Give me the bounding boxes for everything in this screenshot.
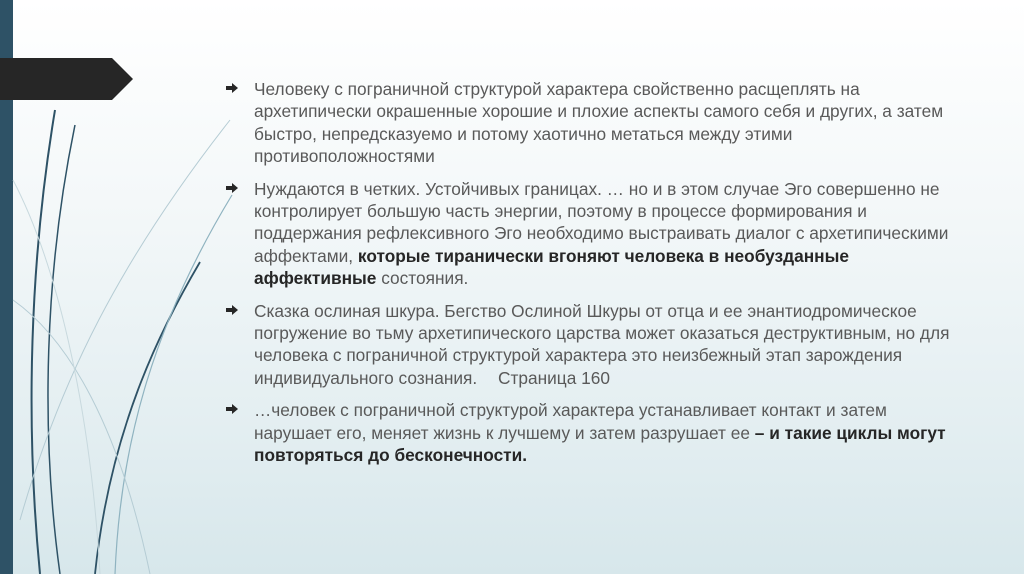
bullet-emphasis: – и такие циклы могут повторяться до бесконечности. [254,422,946,466]
bullet-item [226,78,956,168]
bullet-item [226,300,956,390]
arrow-bullet-icon [226,304,238,316]
bullet-item [226,178,956,290]
bullet-text: …человек с пограничной структурой характера устанавливает контакт и затем нарушает его, меняет жизнь к лучшему и затем разрушает ее [254,400,887,443]
bullet-item [226,399,956,466]
slide-content [226,78,956,477]
arrow-bullet-icon [226,82,238,94]
bullet-text: Сказка ослиная шкура. Бегство Ослиной Шкуры от отца и ее энантиодромическое погружение во тьму архетипического царства может оказаться деструктивным, но для человека с пограничной структурой характера это неизбежный этап зарождения индивидуального сознания. [254,300,950,388]
page-reference: Страница 160 [497,367,610,388]
arrow-bullet-icon [226,403,238,415]
arrow-bullet-icon [226,182,238,194]
bullet-text: Человеку с пограничной структурой характера свойственно расщеплять на архетипически окрашенные хорошие и плохие аспекты самого себя и других, а затем быстро, непредсказуемо и потому хаотично метаться между этими противоположностями [254,79,944,167]
bullet-text: Нуждаются в четких. Устойчивых границах. … но и в этом случае Эго совершенно не контролирует большую часть энергии, поэтому в процессе формирования и поддержания рефлексивного Эго необходимо выстраивать диалог с архетипическими аффектами, [254,178,949,266]
title-tab [0,58,133,100]
bullet-emphasis: которые тиранически вгоняют человека в необузданные аффективные [254,245,849,289]
bullet-tail: состояния. [381,268,469,289]
